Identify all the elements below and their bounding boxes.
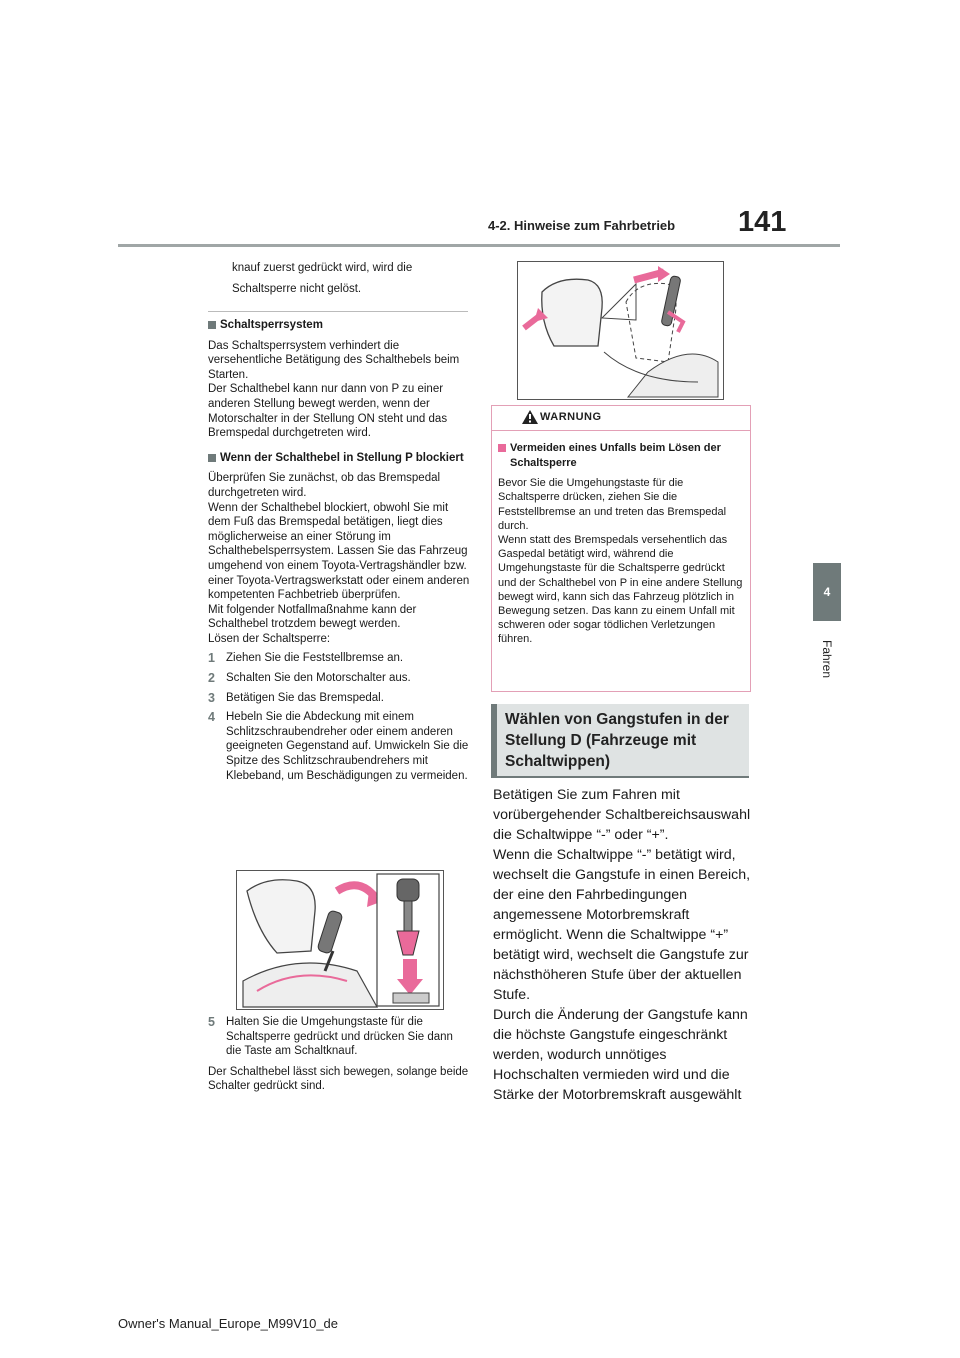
square-bullet-icon bbox=[498, 444, 506, 452]
paragraph: Wenn der Schalthebel blockiert, obwohl Sie mit dem Fuß das Bremspedal betätigen, liegt dies möglicherweise an einer Störung im Schalthebelsperrsystem. Lassen Sie das Fahrzeug umgehend von einem Toyota-Vertragshändler bzw. einer Toyota-Vertragswerkstatt oder einem anderen kompetenten Fachbetrieb überprüfen. bbox=[208, 501, 470, 602]
chapter-tab: 4 bbox=[813, 563, 841, 621]
left-column-tail bbox=[208, 1015, 470, 1094]
warning-box bbox=[491, 405, 751, 692]
square-bullet-icon bbox=[208, 454, 216, 462]
paragraph: Mit folgender Notfallmaßnahme kann der Schalthebel trotzdem bewegt werden. bbox=[208, 603, 417, 631]
paragraph: Der Schalthebel lässt sich bewegen, solange beide Schalter gedrückt sind. bbox=[208, 1065, 469, 1093]
left-column bbox=[208, 318, 470, 783]
section-heading-box bbox=[491, 704, 749, 778]
chapter-label: Fahren bbox=[820, 639, 834, 679]
paragraph: Überprüfen Sie zunächst, ob das Bremspedal durchgetreten wird. bbox=[208, 472, 441, 499]
square-bullet-icon bbox=[208, 321, 216, 329]
warning-paragraph: Wenn statt des Bremspedals versehentlich das Gaspedal betätigt wird, während die Umgehungstaste für die Schaltsperre gedrückt und der Schalthebel von P in eine andere Stellung bewegt wird, kann sich das Fahrzeug plötzlich in Bewegung setzen. Das kann zu einem Unfall mit schweren oder sogar tödlichen Verletzungen führen. bbox=[498, 534, 743, 646]
warning-body bbox=[492, 431, 750, 647]
shift-lever-illustration bbox=[237, 871, 443, 1009]
paragraph: Durch die Änderung der Gangstufe kann die höchste Gangstufe eingeschränkt werden, wodurch unnötiges Hochschalten vermieden wird und die Stärke der Motorbremskraft ausgewählt bbox=[493, 1007, 748, 1103]
warning-paragraph: Bevor Sie die Umgehungstaste für die Schaltsperre drücken, ziehen Sie die Feststellbremse an und treten das Bremspedal durch. bbox=[498, 477, 727, 532]
figure-press-button bbox=[517, 261, 724, 400]
section-title: Wählen von Gangstufen in der Stellung D (Fahrzeuge mit Schaltwippen) bbox=[505, 711, 729, 770]
paragraph: Das Schaltsperrsystem verhindert die versehentliche Betätigung des Schalthebels beim Starten. bbox=[208, 339, 460, 381]
paragraph: Der Schalthebel kann nur dann von P zu einer anderen Stellung bewegt werden, wenn der Motorschalter in der Stellung ON steht und das Bremspedal durchgetreten wird. bbox=[208, 383, 448, 440]
divider bbox=[208, 311, 468, 312]
header-rule bbox=[118, 244, 840, 247]
warning-header bbox=[492, 406, 750, 431]
steps-list bbox=[208, 651, 470, 783]
section-body bbox=[493, 785, 755, 1105]
figure-pry-cover bbox=[236, 870, 444, 1010]
page-number: 141 bbox=[738, 206, 787, 238]
list-item: 2 Schalten Sie den Motorschalter aus. bbox=[208, 671, 411, 686]
warning-title: WARNUNG bbox=[540, 411, 602, 423]
intro-text: knauf zuerst gedrückt wird, wird die Schaltsperre nicht gelöst. bbox=[232, 262, 413, 295]
heading-blockiert: Wenn der Schalthebel in Stellung P blockiert bbox=[208, 451, 470, 466]
list-item: 1 Ziehen Sie die Feststellbremse an. bbox=[208, 651, 404, 666]
warning-heading: Vermeiden eines Unfalls beim Lösen der Schaltsperre bbox=[498, 441, 744, 470]
paragraph: Lösen der Schaltsperre: bbox=[208, 632, 331, 645]
warning-triangle-icon bbox=[522, 410, 538, 424]
shift-knob-illustration bbox=[518, 262, 723, 399]
paragraph: Wenn die Schaltwippe “-” betätigt wird, wechselt die Gangstufe in einen Bereich, der eine den Fahrbedingungen angemessene Motorbremskraft ermöglicht. Wenn die Schaltwippe “+” betätigt wird, wechselt die Gangstufe zur nächsthöheren Stufe über der aktuellen Stufe. bbox=[493, 847, 751, 1003]
heading-schaltsperrsystem: Schaltsperrsystem bbox=[208, 318, 470, 333]
list-item: 5 Halten Sie die Umgehungstaste für die Schaltsperre gedrückt und drücken Sie dann die Taste am Schaltknauf. bbox=[208, 1015, 453, 1058]
paragraph: Betätigen Sie zum Fahren mit vorübergehender Schaltbereichsauswahl die Schaltwippe “-” oder “+”. bbox=[493, 787, 751, 843]
footer-text: Owner's Manual_Europe_M99V10_de bbox=[118, 1316, 339, 1331]
section-header: 4-2. Hinweise zum Fahrbetrieb bbox=[488, 218, 676, 233]
list-item: 4 Hebeln Sie die Abdeckung mit einem Schlitzschraubendreher oder einem anderen geeigneten Gegenstand auf. Umwickeln Sie die Spitze des Schlitzschraubendrehers mit Klebeband, um Beschädigungen zu vermeiden. bbox=[208, 710, 469, 782]
list-item: 3 Betätigen Sie das Bremspedal. bbox=[208, 690, 384, 705]
